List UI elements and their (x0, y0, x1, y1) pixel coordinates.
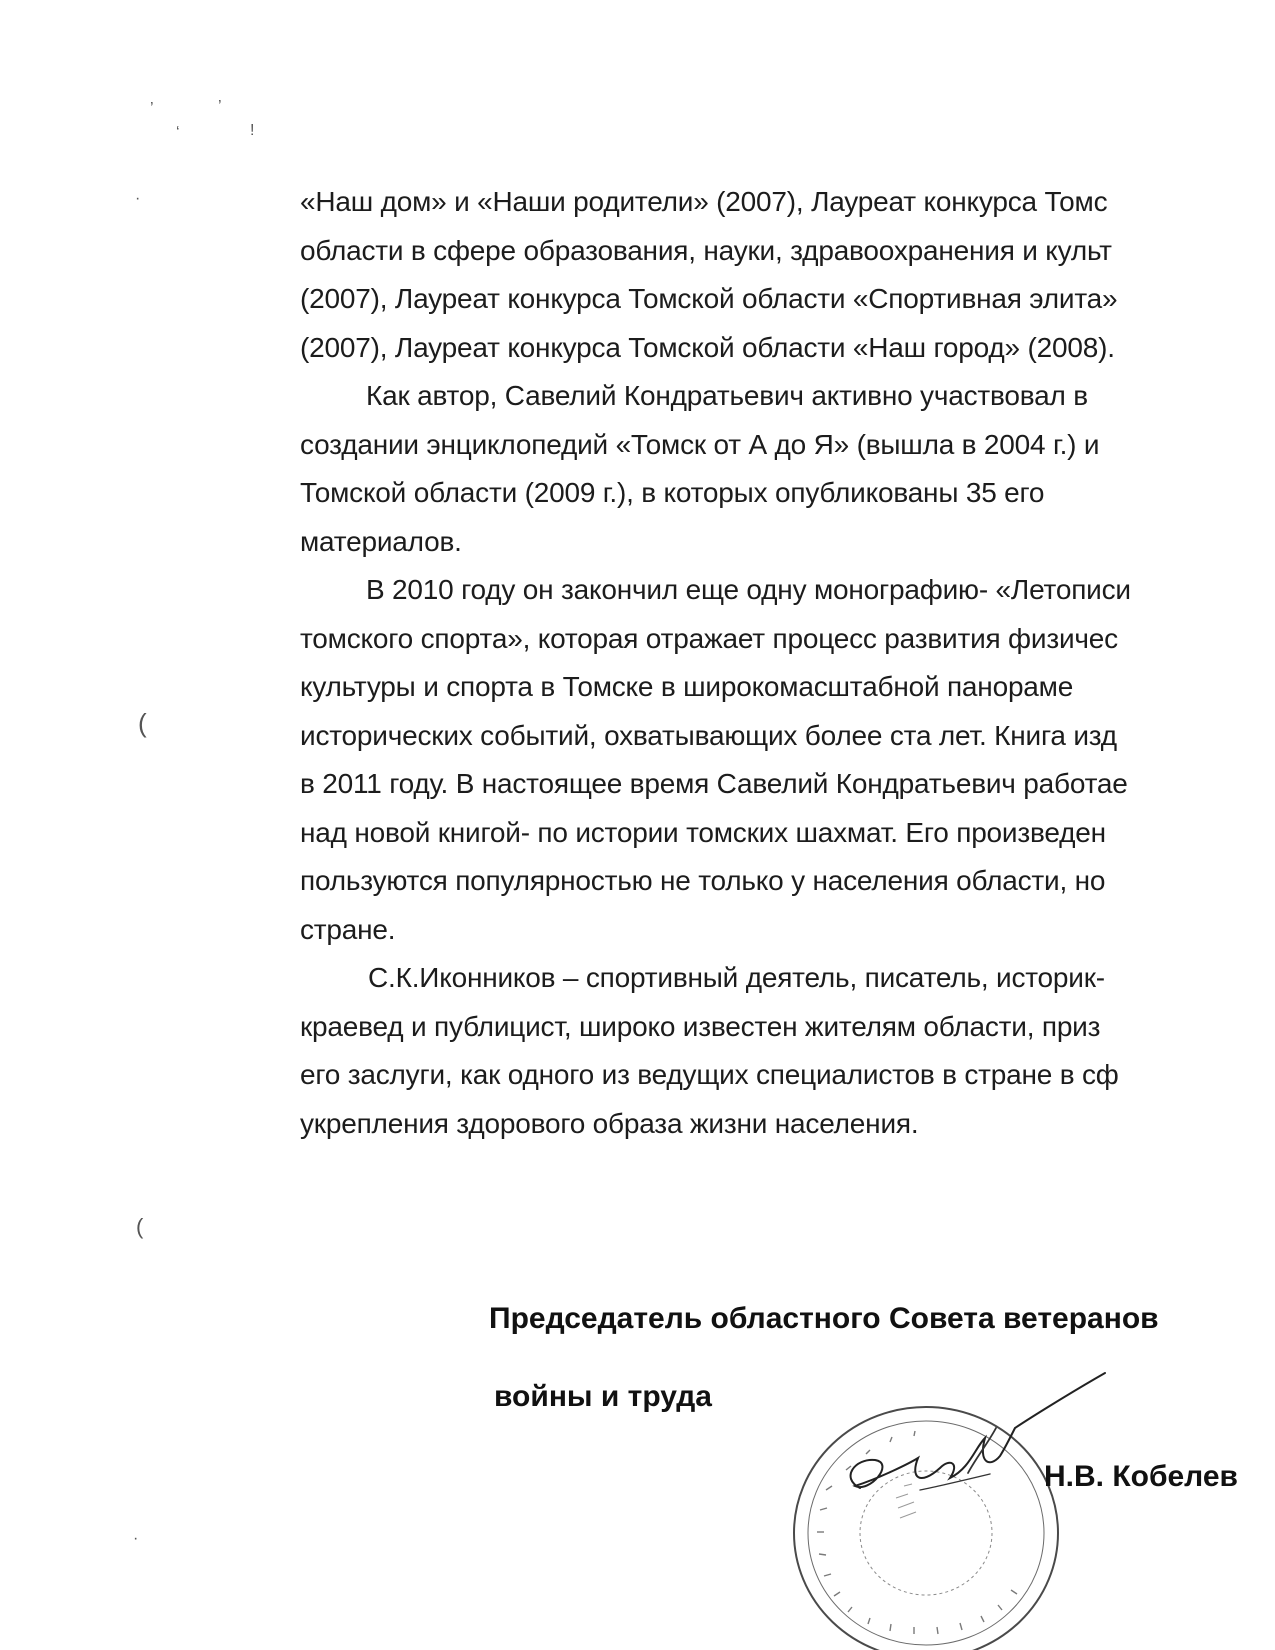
letter-body (300, 178, 1275, 1148)
signatory-title-line1: Председатель областного Совета ветеранов (489, 1302, 1159, 1335)
text-line: Томской области (2009 г.), в которых опубликованы 35 его (300, 477, 1045, 508)
signatory-title-line2: войны и труда (494, 1380, 712, 1413)
text-line: исторических событий, охватывающих более ста лет. Книга изд (300, 719, 1117, 751)
text-line: стране. (300, 913, 396, 945)
text-line: создании энциклопедий «Томск от А до Я» (вышла в 2004 г.) и (300, 428, 1100, 460)
text-line: пользуются популярностью не только у населения области, но (300, 865, 1106, 896)
text-line: С.К.Иконников – спортивный деятель, писатель, историк- (368, 962, 1105, 993)
text-line: В 2010 году он закончил еще одну монографию- «Летописи (366, 574, 1131, 605)
scan-speck: · (133, 1530, 139, 1547)
text-line: в 2011 году. В настоящее время Савелий Кондратьевич работае (300, 768, 1128, 799)
scan-speck: ! (250, 122, 255, 139)
signatory-name: Н.В. Кобелев (1044, 1460, 1238, 1493)
text-line: Как автор, Савелий Кондратьевич активно участвовал в (366, 380, 1088, 411)
scan-speck: ‘ (176, 124, 180, 141)
text-line: материалов. (300, 525, 462, 557)
text-line: томского спорта», которая отражает процесс развития физичес (300, 622, 1118, 654)
scan-speck: ’ (218, 98, 222, 115)
text-line: над новой книгой- по истории томских шахмат. Его произведен (300, 816, 1106, 848)
text-line: (2007), Лауреат конкурса Томской области «Наш город» (2008). (300, 331, 1115, 363)
text-line: культуры и спорта в Томске в широкомасштабной панораме (300, 671, 1074, 702)
handwritten-signature (800, 1368, 1110, 1518)
text-line: (2007), Лауреат конкурса Томской области «Спортивная элита» (300, 283, 1118, 314)
text-line: «Наш дом» и «Наши родители» (2007), Лауреат конкурса Томс (300, 186, 1108, 217)
scan-speck: · (135, 190, 141, 207)
scan-speck: ( (138, 708, 147, 738)
text-line: краевед и публицист, широко известен жителям области, приз (300, 1010, 1101, 1042)
scan-speck: ’ (150, 100, 154, 117)
text-line: укрепления здорового образа жизни населения. (300, 1107, 919, 1139)
text-line: области в сфере образования, науки, здравоохранения и культ (300, 234, 1112, 266)
scan-speck: ( (136, 1214, 144, 1239)
text-line: его заслуги, как одного из ведущих специалистов в стране в сф (300, 1059, 1119, 1090)
